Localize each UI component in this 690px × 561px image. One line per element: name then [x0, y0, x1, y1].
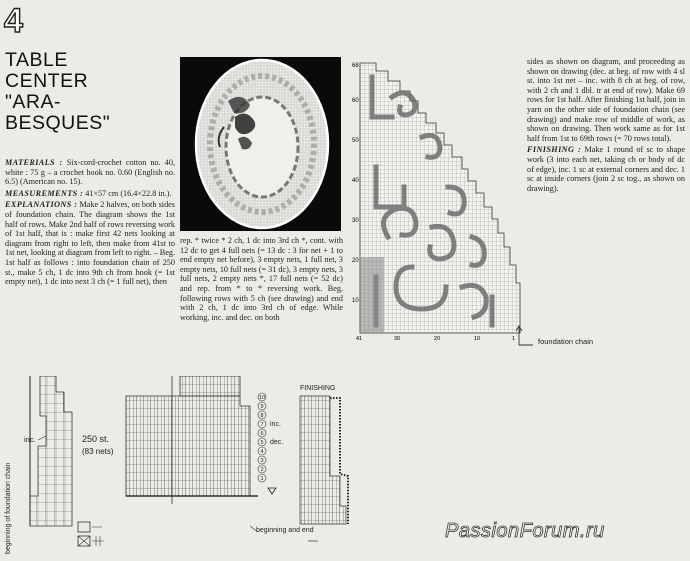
instructions-column-2: rep. * twice * 2 ch, 1 dc into 3rd ch *, cont. with 12 dc to get 4 full nets (= 13 dc : 3 for net + 1 to end empty net before), 3 empty nets, 1 full net, 3 empty nets, 10 full nets (= 31 dc), 3 empty nets, 3 full nets, 2 empty nets *, 17 full nets (= 52 dc) and rep. from * to * reversing work. Beg. following rows with 5 ch (see drawing) and end with 2 ch, 1 dc into 3rd ch of edge. While working, inc. and dec. on both [180, 236, 343, 322]
instructions-column-3 [527, 57, 685, 195]
row-number: 3 [260, 458, 264, 464]
row-number: 8 [260, 413, 264, 419]
table-center-photo [180, 57, 341, 231]
stitch-count: 250 st. [82, 434, 110, 444]
row-label: 20 [352, 258, 359, 264]
foundation-chain-label: foundation chain [538, 337, 594, 346]
page-number: 4 [4, 2, 22, 40]
col-label: 30 [394, 336, 401, 341]
finishing-diagram-label: FINISHING [300, 385, 336, 392]
row-label: 10 [352, 298, 359, 304]
col-label: 41 [356, 336, 363, 341]
row-number: 7 [260, 422, 264, 428]
watermark: PassionForum.ru [445, 520, 605, 542]
shaded-border-block [360, 257, 384, 333]
inc-label-2: inc. [270, 421, 281, 428]
col-label: 1 [512, 336, 516, 341]
inc-label: inc. [24, 435, 36, 444]
finishing-paragraph [527, 145, 685, 193]
materials-label: MATERIALS : [5, 158, 63, 167]
measurements-paragraph [5, 189, 175, 199]
row-number: 9 [260, 404, 264, 410]
row-number: 2 [260, 467, 264, 473]
measurements-text: 41×57 cm (16.4×22.8 in.). [85, 188, 172, 198]
row-label: 30 [352, 218, 359, 224]
explanations-text: Make 2 halves, on both sides of foundation chain. The diagram shows the 1st half of rows. Make 2nd half of rows reversing work of 1st half, that is : make first 42 nets looking at diagram from right to left, then make from 41st to 1st net, looking at diagram from left to right. – Beg. 1st half as follows : into foundation chain of 250 st., make 5 ch, 1 dc into 9th ch from hook (= 1st empty net), 1 dc into next 3 ch (= 1 full net), then [5, 200, 175, 287]
finishing-text: Make 1 round of sc to shape work (3 into each net, taking ch or body of dc of edge), inc. 1 sc at external corners and dec. 1 sc at inside corners (join 2 sc tog., as shown on drawing). [527, 145, 686, 193]
row-number: 1 [260, 476, 264, 482]
explanations-paragraph [5, 200, 175, 286]
materials-paragraph [5, 158, 175, 187]
materials-text: Six-cord-crochet cotton no. 40, white : 75 g – a crochet hook no. 0.60 (English no. 6.5) (American no. 15). [5, 158, 175, 187]
filet-diagram [352, 57, 523, 341]
right-text: sides as shown on diagram, and proceeding as shown on drawing (dec. at beg. of row with 4 sl st. into 1st net – inc. with 8 ch at beg. of row, with 2 ch and 1 dbl. tr at end of row). Make 69 rows for 1st half. After finishing 1st half, join in yarn on the other side of foundation chain (see drawing) and make row of middle of work, as shown on drawing. Then work same as for 1st half from 1st to 69th rows (= 70 rows total). [527, 57, 685, 143]
row-label: 60 [352, 98, 359, 104]
instructions-column-1 [5, 158, 175, 289]
row-number: 5 [260, 440, 264, 446]
finishing-label: FINISHING : [527, 145, 582, 155]
explanations-label: EXPLANATIONS : [5, 200, 78, 210]
row-label: 40 [352, 178, 359, 184]
dec-label: dec. [270, 439, 284, 446]
triangle-marker-icon [268, 488, 276, 494]
row-label: 68 [352, 63, 359, 69]
row-number: 4 [260, 449, 264, 455]
col-label: 10 [474, 336, 481, 341]
page-title: TABLE CENTER "ARA- BESQUES" [5, 49, 111, 134]
foundation-arrow-icon [515, 325, 535, 349]
nets-count: (83 nets) [82, 447, 114, 456]
measurements-label: MEASUREMENTS : [5, 188, 84, 198]
row-label: 50 [352, 138, 359, 144]
side-label: beginning of foundation chain [5, 462, 12, 554]
col-label: 20 [434, 336, 441, 341]
row-number: 6 [260, 431, 264, 437]
beginning-end-label: beginning and end [256, 527, 314, 534]
row-number: 10 [258, 395, 266, 401]
